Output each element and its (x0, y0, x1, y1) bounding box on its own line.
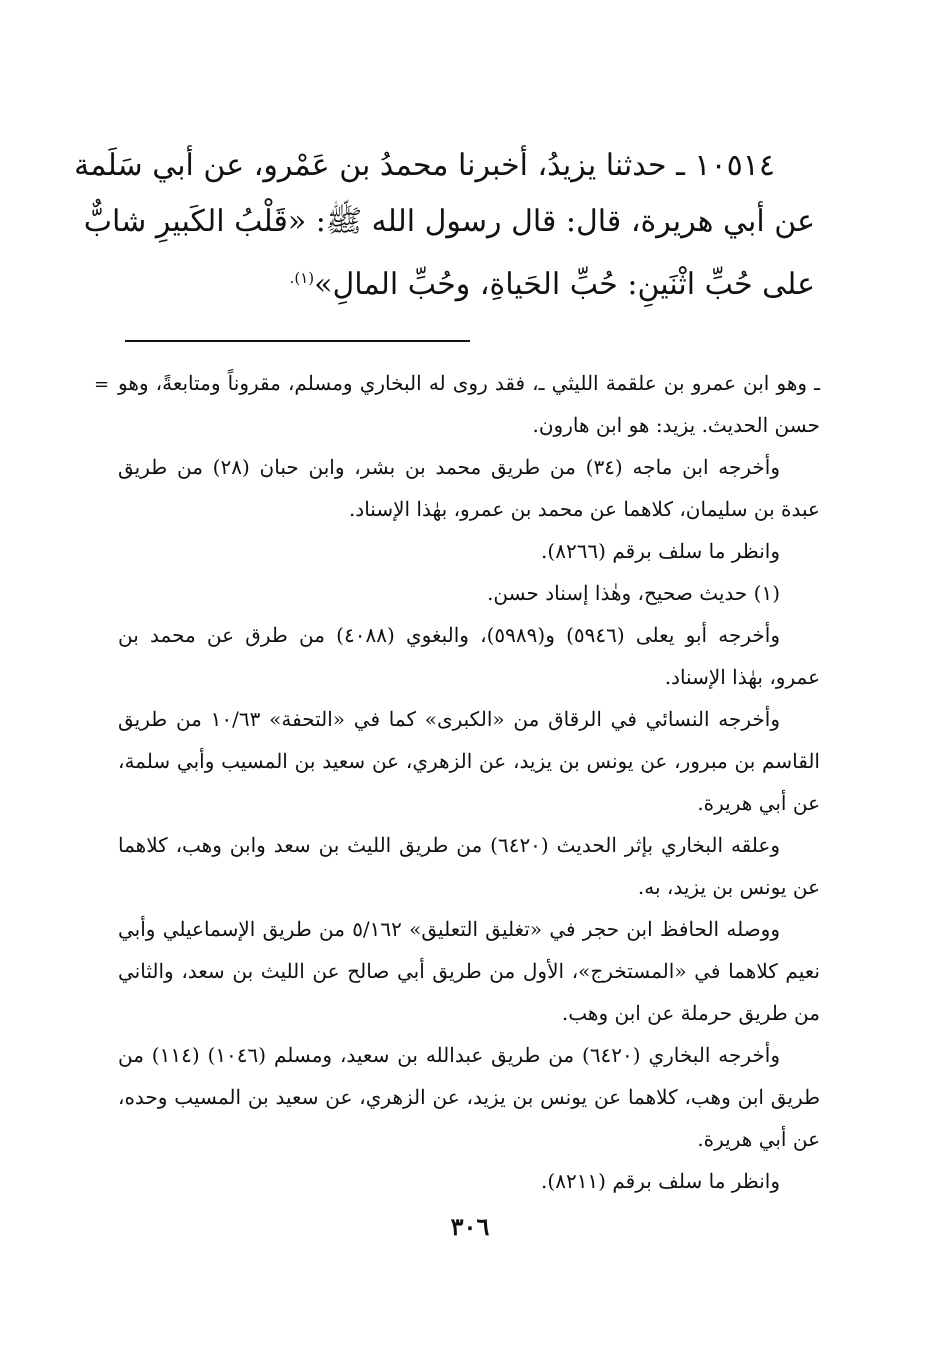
hadith-line-3-text: على حُبِّ اثْنَينِ: حُبِّ الحَياةِ، وحُبِّ المالِ» (314, 267, 815, 302)
note-paragraph-9: وأخرجه البخاري (٦٤٢٠) من طريق عبدالله بن سعيد، ومسلم (١٠٤٦) (١١٤) من طريق ابن وهب، كلاهما عن يونس بن يزيد، عن الزهري، عن سعيد بن المسيب وحده، عن أبي هريرة. (118, 1043, 820, 1151)
note-paragraph-1: ـ وهو ابن عمرو بن علقمة الليثي ـ، فقد روى له البخاري ومسلم، مقروناً ومتابعةً، وهو حسن الحديث. يزيد: هو ابن هارون. (118, 371, 821, 437)
note-paragraph-5: وأخرجه أبو يعلى (٥٩٤٦) و(٥٩٨٩)، والبغوي (٤٠٨٨) من طرق عن محمد بن عمرو، بهٰذا الإسناد. (118, 623, 820, 689)
note-paragraph-8: ووصله الحافظ ابن حجر في «تغليق التعليق» ٥/١٦٢ من طريق الإسماعيلي وأبي نعيم كلاهما في «المستخرج»، الأول من طريق أبي صالح عن الليث بن سعد، والثاني من طريق حرملة عن ابن وهب. (118, 917, 820, 1025)
hadith-line-3 (120, 250, 815, 313)
hadith-line-2: عن أبي هريرة، قال: قال رسول الله ﷺ: «قَلْبُ الكَبيرِ شابٌّ (83, 204, 815, 239)
continuation-mark: = (94, 374, 110, 395)
note-paragraph-3: وانظر ما سلف برقم (٨٢٦٦). (541, 539, 780, 563)
hadith-line-1: ١٠٥١٤ ـ حدثنا يزيدُ، أخبرنا محمدُ بن عَمْرو، عن أبي سَلَمة (74, 148, 775, 183)
note-paragraph-2: وأخرجه ابن ماجه (٣٤) من طريق محمد بن بشر، وابن حبان (٢٨) من طريق عبدة بن سليمان، كلاهما عن محمد بن عمرو، بهٰذا الإسناد. (118, 455, 820, 521)
page-number: ٣٠٦ (450, 1212, 490, 1241)
hadith-text (74, 138, 815, 313)
note-paragraph-7: وعلقه البخاري بإثر الحديث (٦٤٢٠) من طريق الليث بن سعد وابن وهب، كلاهما عن يونس بن يزيد، به. (118, 833, 820, 899)
note-paragraph-6: وأخرجه النسائي في الرقاق من «الكبرى» كما في «التحفة» ١٠/٦٣ من طريق القاسم بن مبرور، عن يونس بن يزيد، عن الزهري، عن سعيد بن المسيب وأبي سلمة، عن أبي هريرة. (118, 707, 820, 815)
footnote-separator (125, 340, 470, 342)
footnote-1-heading: (١) حديث صحيح، وهٰذا إسناد حسن. (487, 581, 780, 605)
note-paragraph-10: وانظر ما سلف برقم (٨٢١١). (541, 1169, 780, 1193)
footnotes (94, 362, 821, 1202)
footnote-reference: (١). (289, 269, 315, 287)
